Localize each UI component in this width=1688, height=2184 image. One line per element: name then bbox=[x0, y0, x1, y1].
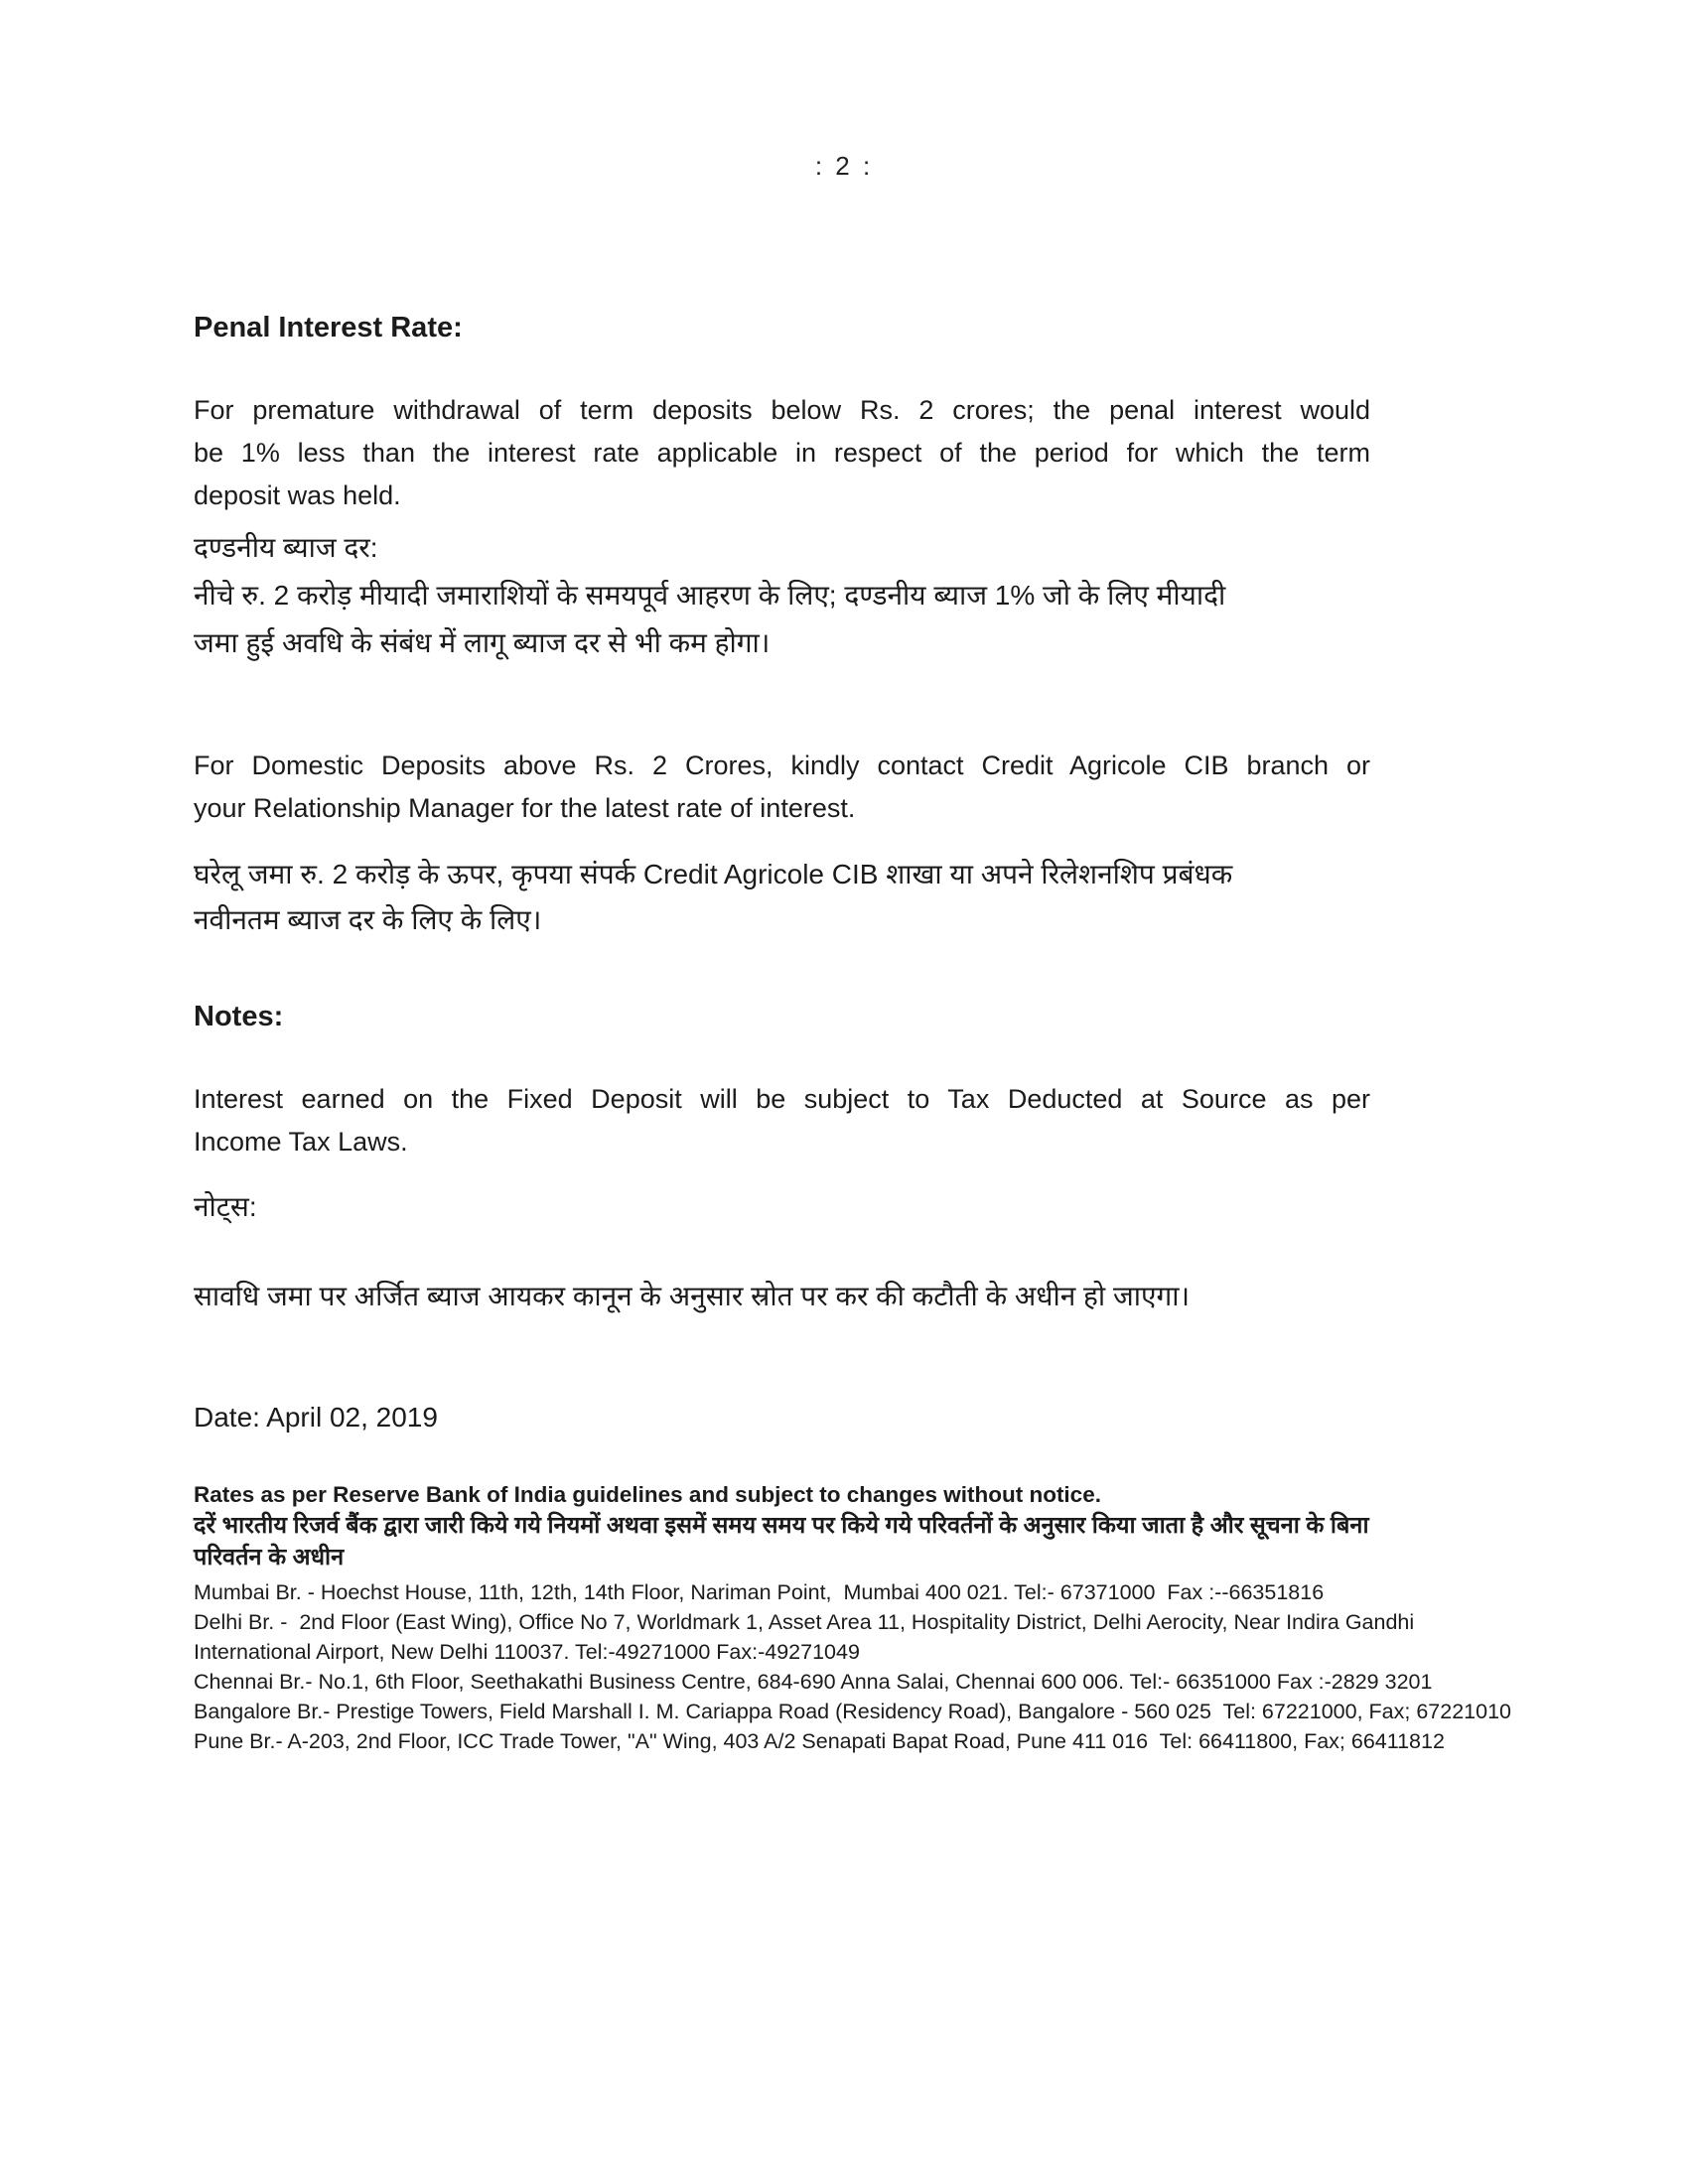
text-line: नीचे रु. 2 करोड़ मीयादी जमाराशियों के समयपूर्व आहरण के लिए; दण्डनीय ब्याज 1% जो के लिए मीयादी bbox=[194, 580, 1226, 611]
branch-address-delhi: Delhi Br. - 2nd Floor (East Wing), Office No 7, Worldmark 1, Asset Area 11, Hospitality District, Delhi Aerocity, Near Indira Gandhi bbox=[194, 1610, 1415, 1634]
text-line: be 1% less than the interest rate applicable in respect of the period for which the term bbox=[194, 438, 1370, 468]
domestic-paragraph-hi bbox=[194, 852, 1232, 943]
rates-notice-hi: दरें भारतीय रिजर्व बैंक द्वारा जारी किये गये नियमों अथवा इसमें समय समय पर किये गये परिवर्तनों के अनुसार किया जाता है और सूचना के बिना bbox=[194, 1512, 1369, 1538]
text-line: नवीनतम ब्याज दर के लिए के लिए। bbox=[194, 904, 542, 935]
footer bbox=[194, 1481, 1584, 1756]
branch-address-chennai: Chennai Br.- No.1, 6th Floor, Seethakathi Business Centre, 684-690 Anna Salai, Chennai 600 006. Tel:- 66351000 Fax :-2829 3201 bbox=[194, 1670, 1433, 1694]
branch-addresses bbox=[194, 1577, 1584, 1756]
page-number: : 2 : bbox=[814, 151, 874, 181]
text-line: जमा हुई अवधि के संबंध में लागू ब्याज दर से भी कम होगा। bbox=[194, 627, 771, 658]
domestic-paragraph-en bbox=[194, 745, 1370, 830]
rates-notice-hi: परिवर्तन के अधीन bbox=[194, 1544, 345, 1570]
text-line: For premature withdrawal of term deposits below Rs. 2 crores; the penal interest would bbox=[194, 395, 1370, 425]
text-line: deposit was held. bbox=[194, 480, 401, 510]
penal-heading-hi: दण्डनीय ब्याज दर: bbox=[194, 532, 378, 563]
text-line: Interest earned on the Fixed Deposit will be subject to Tax Deducted at Source as per bbox=[194, 1084, 1370, 1114]
branch-address-mumbai: Mumbai Br. - Hoechst House, 11th, 12th, 14th Floor, Nariman Point, Mumbai 400 021. Tel:- 67371000 Fax :--66351816 bbox=[194, 1580, 1325, 1604]
notes-paragraph-en bbox=[194, 1078, 1370, 1163]
notes-paragraph-hi bbox=[194, 1277, 1190, 1314]
penal-section-hi bbox=[194, 524, 1225, 667]
penal-paragraph-en bbox=[194, 389, 1370, 517]
notes-heading-hi bbox=[194, 1187, 257, 1225]
penal-interest-rate-heading: Penal Interest Rate: bbox=[194, 312, 463, 343]
branch-address-delhi-continued: International Airport, New Delhi 110037. Tel:-49271000 Fax:-49271049 bbox=[194, 1640, 860, 1664]
notes-heading: Notes: bbox=[194, 1001, 284, 1032]
date-label: Date: April 02, 2019 bbox=[194, 1402, 438, 1433]
text-line: Income Tax Laws. bbox=[194, 1127, 408, 1157]
text-line: नोट्स: bbox=[194, 1191, 257, 1222]
branch-address-pune: Pune Br.- A-203, 2nd Floor, ICC Trade Tower, "A" Wing, 403 A/2 Senapati Bapat Road, Pune 411 016 Tel: 66411800, Fax; 66411812 bbox=[194, 1729, 1445, 1753]
text-line: For Domestic Deposits above Rs. 2 Crores, kindly contact Credit Agricole CIB branch or bbox=[194, 751, 1370, 780]
rates-notice-en: Rates as per Reserve Bank of India guidelines and subject to changes without notice. bbox=[194, 1482, 1101, 1507]
text-line: your Relationship Manager for the latest rate of interest. bbox=[194, 793, 856, 823]
branch-address-bangalore: Bangalore Br.- Prestige Towers, Field Marshall I. M. Cariappa Road (Residency Road), Bangalore - 560 025 Tel: 67221000, Fax; 67221010 bbox=[194, 1700, 1511, 1723]
text-line: सावधि जमा पर अर्जित ब्याज आयकर कानून के अनुसार स्रोत पर कर की कटौती के अधीन हो जाएगा। bbox=[194, 1281, 1191, 1311]
text-line: घरेलू जमा रु. 2 करोड़ के ऊपर, कृपया संपर्क Credit Agricole CIB शाखा या अपने रिलेशनशिप प्रबंधक bbox=[194, 859, 1233, 889]
